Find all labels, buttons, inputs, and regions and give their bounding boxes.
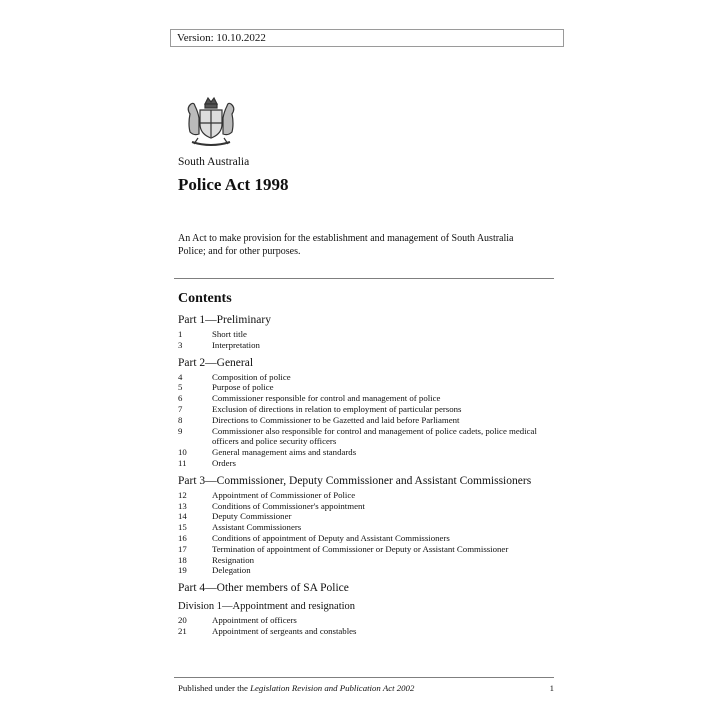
footer-note	[178, 683, 414, 693]
part-heading[interactable]: Part 2—General	[178, 356, 254, 369]
divider	[174, 278, 554, 279]
divider	[174, 677, 554, 678]
toc-section-row[interactable]	[178, 372, 556, 383]
toc-section-row[interactable]	[178, 522, 556, 533]
section-title: Appointment of Commissioner of Police	[212, 489, 356, 500]
coat-of-arms-icon	[180, 94, 242, 150]
section-title: Commissioner also responsible for control and management of police cadets, police medical officers and police security officers	[212, 425, 537, 447]
section-title: Termination of appointment of Commissioner or Deputy or Assistant Commissioner	[212, 543, 509, 554]
section-number: 13	[178, 500, 187, 511]
section-number: 16	[178, 532, 187, 543]
part-heading[interactable]: Part 1—Preliminary	[178, 314, 271, 326]
toc-section-row[interactable]	[178, 393, 556, 404]
part-heading[interactable]: Part 4—Other members of SA Police	[178, 582, 349, 595]
toc-section-row[interactable]	[178, 555, 556, 566]
act-title: Police Act 1998	[178, 175, 289, 194]
section-title: Commissioner responsible for control and management of police	[212, 393, 441, 404]
section-number: 11	[178, 457, 187, 468]
section-number: 9	[178, 425, 183, 436]
version-label: Version: 10.10.2022	[170, 29, 564, 47]
division-heading: Division 1—Appointment and resignation	[178, 601, 356, 613]
section-number: 14	[178, 511, 187, 522]
section-title: Conditions of Commissioner's appointment	[212, 500, 365, 511]
section-number: 19	[178, 565, 187, 576]
section-title: Orders	[212, 457, 236, 468]
footer-prefix: Published under the	[178, 683, 251, 693]
section-number: 21	[178, 625, 187, 636]
section-number: 17	[178, 543, 187, 554]
section-number: 20	[178, 615, 187, 626]
section-number: 3	[178, 339, 183, 350]
section-number: 18	[178, 554, 187, 565]
section-number: 7	[178, 403, 183, 414]
section-title: Interpretation	[212, 339, 260, 350]
toc-section-row[interactable]	[178, 447, 556, 458]
section-number: 12	[178, 489, 187, 500]
section-title: Exclusion of directions in relation to employment of particular persons	[212, 403, 462, 414]
footer-act-name: Legislation Revision and Publication Act 2002	[250, 683, 415, 693]
toc-section-row[interactable]	[178, 329, 556, 340]
toc-section-row[interactable]	[178, 544, 556, 555]
section-number: 15	[178, 522, 187, 533]
section-title: Conditions of appointment of Deputy and Assistant Commissioners	[212, 532, 450, 543]
section-number: 10	[178, 447, 187, 458]
section-title: Purpose of police	[212, 382, 274, 393]
toc-section-row[interactable]	[178, 501, 556, 512]
toc-section-row[interactable]	[178, 340, 556, 351]
table-of-contents	[178, 290, 556, 637]
section-title: Assistant Commissioners	[212, 522, 302, 533]
section-title: Appointment of sergeants and constables	[212, 625, 357, 636]
contents-heading: Contents	[178, 291, 232, 306]
toc-parts	[178, 313, 556, 595]
toc-section-row[interactable]	[178, 426, 556, 448]
section-title: Short title	[212, 329, 247, 339]
section-title: Directions to Commissioner to be Gazetted and laid before Parliament	[212, 414, 460, 425]
toc-section-row[interactable]	[178, 382, 556, 393]
section-title: Delegation	[212, 565, 251, 576]
toc-section-row[interactable]	[178, 415, 556, 426]
part-heading[interactable]: Part 3—Commissioner, Deputy Commissioner and Assistant Commissioners	[178, 474, 532, 487]
section-number: 1	[178, 329, 183, 339]
toc-section-row[interactable]	[178, 565, 556, 576]
toc-section-row[interactable]	[178, 458, 556, 469]
footer	[178, 683, 554, 693]
section-title: Composition of police	[212, 371, 291, 382]
page-number: 1	[549, 683, 554, 693]
toc-section-row[interactable]	[178, 404, 556, 415]
toc-section-row[interactable]	[178, 615, 556, 626]
section-title: Appointment of officers	[212, 615, 297, 626]
section-number: 6	[178, 393, 183, 404]
toc-section-row[interactable]	[178, 511, 556, 522]
section-number: 8	[178, 414, 183, 425]
toc-section-row[interactable]	[178, 490, 556, 501]
section-title: General management aims and standards	[212, 447, 357, 458]
section-number: 4	[178, 371, 183, 382]
toc-section-row[interactable]	[178, 533, 556, 544]
section-number: 5	[178, 382, 183, 393]
division-sections	[178, 615, 556, 637]
section-title: Deputy Commissioner	[212, 511, 292, 522]
section-title: Resignation	[212, 554, 255, 565]
jurisdiction-label: South Australia	[178, 156, 250, 168]
toc-section-row[interactable]	[178, 626, 556, 637]
long-title: An Act to make provision for the establishment and management of South Australia Police; and for other purposes.	[178, 233, 514, 257]
